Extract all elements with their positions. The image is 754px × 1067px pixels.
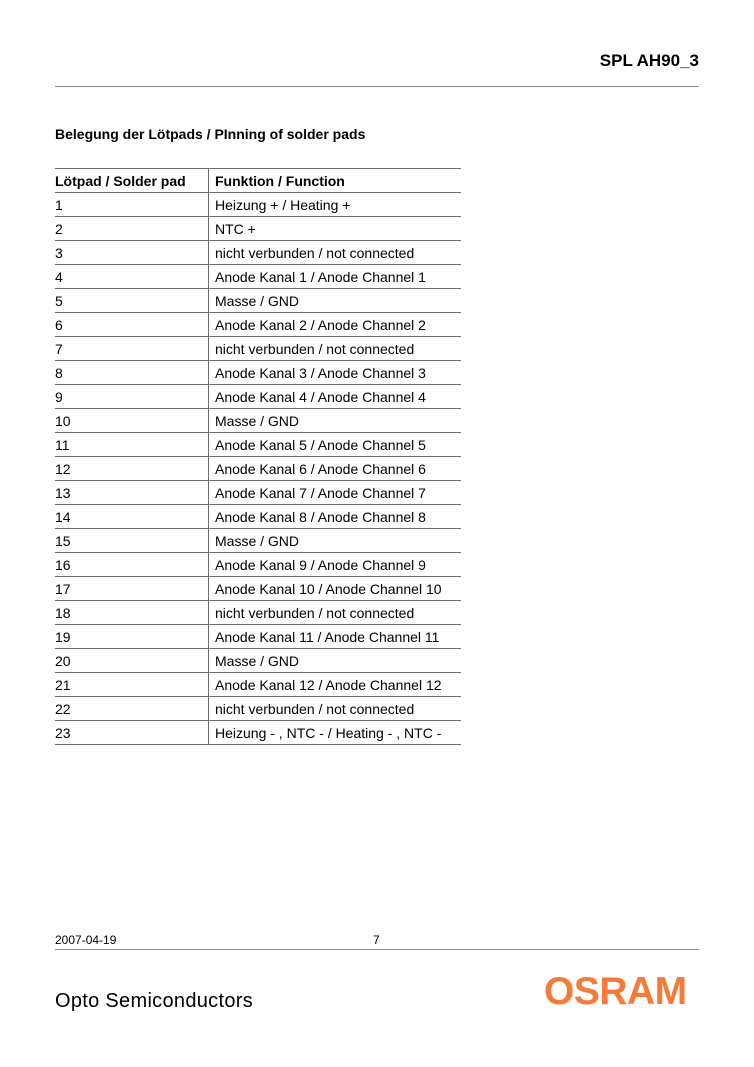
section-heading: Belegung der Lötpads / PInning of solder pads (55, 126, 366, 142)
solder-pad-number: 13 (55, 481, 209, 505)
solder-pad-number: 10 (55, 409, 209, 433)
solder-pad-number: 20 (55, 649, 209, 673)
solder-pad-number: 23 (55, 721, 209, 745)
table-row (55, 409, 461, 433)
pad-function: nicht verbunden / not connected (209, 697, 462, 721)
table-row (55, 553, 461, 577)
solder-pad-number: 15 (55, 529, 209, 553)
solder-pad-number: 12 (55, 457, 209, 481)
header-divider (55, 86, 699, 87)
solder-pad-number: 19 (55, 625, 209, 649)
table-row (55, 697, 461, 721)
table-row (55, 673, 461, 697)
table-row (55, 337, 461, 361)
pad-function: Anode Kanal 1 / Anode Channel 1 (209, 265, 462, 289)
solder-pad-number: 22 (55, 697, 209, 721)
table-row (55, 721, 461, 745)
pad-function: Anode Kanal 9 / Anode Channel 9 (209, 553, 462, 577)
footer-date: 2007-04-19 (55, 933, 117, 947)
solder-pad-number: 9 (55, 385, 209, 409)
table-row (55, 433, 461, 457)
table-row (55, 193, 461, 217)
company-name: Opto Semiconductors (55, 990, 254, 1012)
pad-function: Heizung - , NTC - / Heating - , NTC - (209, 721, 462, 745)
solder-pad-number: 2 (55, 217, 209, 241)
pad-function: Anode Kanal 5 / Anode Channel 5 (209, 433, 462, 457)
solder-pad-number: 8 (55, 361, 209, 385)
table-row (55, 625, 461, 649)
table-row (55, 265, 461, 289)
pad-function: Anode Kanal 11 / Anode Channel 11 (209, 625, 462, 649)
pad-function: Anode Kanal 12 / Anode Channel 12 (209, 673, 462, 697)
solder-pad-number: 21 (55, 673, 209, 697)
pad-function: Anode Kanal 3 / Anode Channel 3 (209, 361, 462, 385)
table-row (55, 361, 461, 385)
pad-function: Anode Kanal 4 / Anode Channel 4 (209, 385, 462, 409)
table-row (55, 457, 461, 481)
table-row (55, 313, 461, 337)
solder-pad-number: 5 (55, 289, 209, 313)
pad-function: Anode Kanal 8 / Anode Channel 8 (209, 505, 462, 529)
pad-function: Heizung + / Heating + (209, 193, 462, 217)
solder-pad-number: 18 (55, 601, 209, 625)
solder-pad-number: 3 (55, 241, 209, 265)
pad-function: Masse / GND (209, 409, 462, 433)
solder-pad-number: 7 (55, 337, 209, 361)
solder-pad-number: 17 (55, 577, 209, 601)
osram-logo: OSRAM (544, 970, 687, 1013)
table-row (55, 649, 461, 673)
pad-function: Masse / GND (209, 289, 462, 313)
table-body (55, 193, 461, 745)
column-header-solder-pad: Lötpad / Solder pad (55, 169, 209, 193)
solder-pad-number: 6 (55, 313, 209, 337)
pad-function: nicht verbunden / not connected (209, 601, 462, 625)
table-header-row (55, 169, 461, 193)
table-row (55, 217, 461, 241)
footer-divider (55, 949, 699, 950)
pad-function: nicht verbunden / not connected (209, 337, 462, 361)
pad-function: Anode Kanal 6 / Anode Channel 6 (209, 457, 462, 481)
solder-pad-table (55, 168, 461, 745)
table-row (55, 481, 461, 505)
table-row (55, 529, 461, 553)
table-row (55, 577, 461, 601)
pad-function: nicht verbunden / not connected (209, 241, 462, 265)
pad-function: Anode Kanal 10 / Anode Channel 10 (209, 577, 462, 601)
document-title: SPL AH90_3 (599, 51, 699, 70)
table-row (55, 385, 461, 409)
pad-function: Masse / GND (209, 529, 462, 553)
table-row (55, 505, 461, 529)
table-row (55, 601, 461, 625)
solder-pad-number: 4 (55, 265, 209, 289)
solder-pad-number: 11 (55, 433, 209, 457)
page-number: 7 (373, 933, 380, 947)
pad-function: NTC + (209, 217, 462, 241)
pad-function: Anode Kanal 2 / Anode Channel 2 (209, 313, 462, 337)
column-header-function: Funktion / Function (209, 169, 462, 193)
pad-function: Anode Kanal 7 / Anode Channel 7 (209, 481, 462, 505)
table-row (55, 289, 461, 313)
table-row (55, 241, 461, 265)
pad-function: Masse / GND (209, 649, 462, 673)
solder-pad-number: 1 (55, 193, 209, 217)
solder-pad-number: 14 (55, 505, 209, 529)
solder-pad-number: 16 (55, 553, 209, 577)
